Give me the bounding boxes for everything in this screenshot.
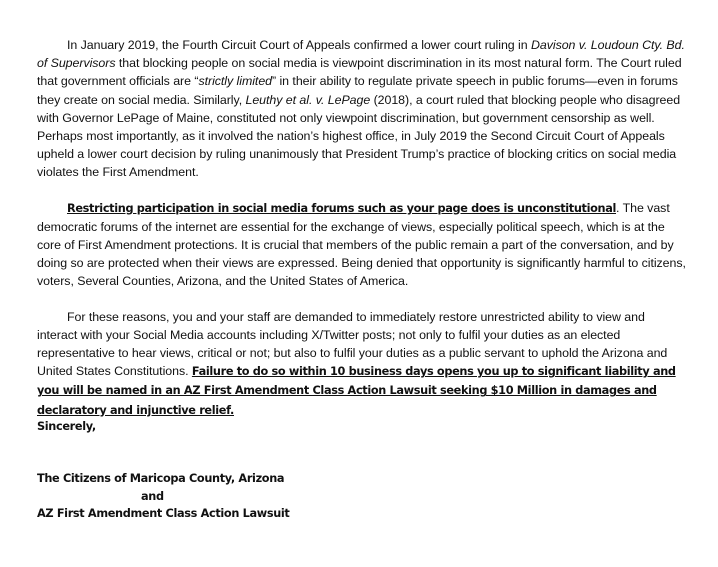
- signature-line-citizens: The Citizens of Maricopa County, Arizona: [37, 472, 285, 485]
- unconstitutional-statement: Restricting participation in social media forums such as your page does is unconstitutional: [67, 201, 617, 215]
- paragraph-demand: [37, 308, 687, 420]
- p1-text-d: (2018), a court ruled that blocking people who disagreed with Governor LePage of Maine, constituted not only viewpoint discrimination, but government censorship as well. Perhaps most importantly, as it involved the nation’s highest office, in July 2019 the Second Circuit Court of Appeals upheld a lower court decision by ruling unanimously that President Trump’s practice of blocking critics on social media violates the First Amendment.: [37, 92, 681, 180]
- case-davison: Davison v. Loudoun Cty. Bd. of Supervisors: [37, 38, 685, 71]
- signature-line-and: and: [141, 489, 164, 503]
- p1-text-b: that blocking people on social media is viewpoint discrimination in its most natural form. The Court ruled that government officials are “: [37, 56, 682, 89]
- closing-salutation: Sincerely,: [37, 420, 96, 433]
- lawsuit-warning: Failure to do so within 10 business days opens you up to significant liability and you will be named in an AZ First Amendment Class Action Lawsuit seeking $10 Million in damages and declaratory and injunctive relief.: [37, 365, 676, 417]
- signature-line-lawsuit: AZ First Amendment Class Action Lawsuit: [37, 507, 290, 520]
- p3-text: For these reasons, you and your staff are demanded to immediately restore unrestricted ability to view and interact with your Social Media accounts including X/Twitter posts; not only to fulfil your duties as an elected representative to hear views, critical or not; but also to fulfil your duties as a public servant to uphold the Arizona and United States Constitutions.: [37, 309, 668, 379]
- paragraph-court-rulings: [37, 36, 687, 182]
- signature-block: [37, 470, 289, 523]
- p2-text: . The vast democratic forums of the internet are essential for the exchange of views, especially political speech, which is at the core of First Amendment protections. It is crucial that members of the public remain a part of the conversation, and by doing so are protected when their views are expressed. Being denied that opportunity is significantly harmful to citizens, voters, Several Counties, Arizona, and the United States of America.: [37, 200, 686, 289]
- letter-body: [37, 36, 687, 420]
- p1-text-a: In January 2019, the Fourth Circuit Court of Appeals confirmed a lower court ruling in: [67, 38, 531, 52]
- quote-strictly-limited: strictly limited: [198, 74, 273, 89]
- p1-text-c: ” in their ability to regulate private speech in public forums—even in forums they create on social media. Similarly,: [37, 74, 678, 107]
- case-leuthy: Leuthy et al. v. LePage: [245, 92, 371, 107]
- paragraph-unconstitutional: [37, 199, 687, 291]
